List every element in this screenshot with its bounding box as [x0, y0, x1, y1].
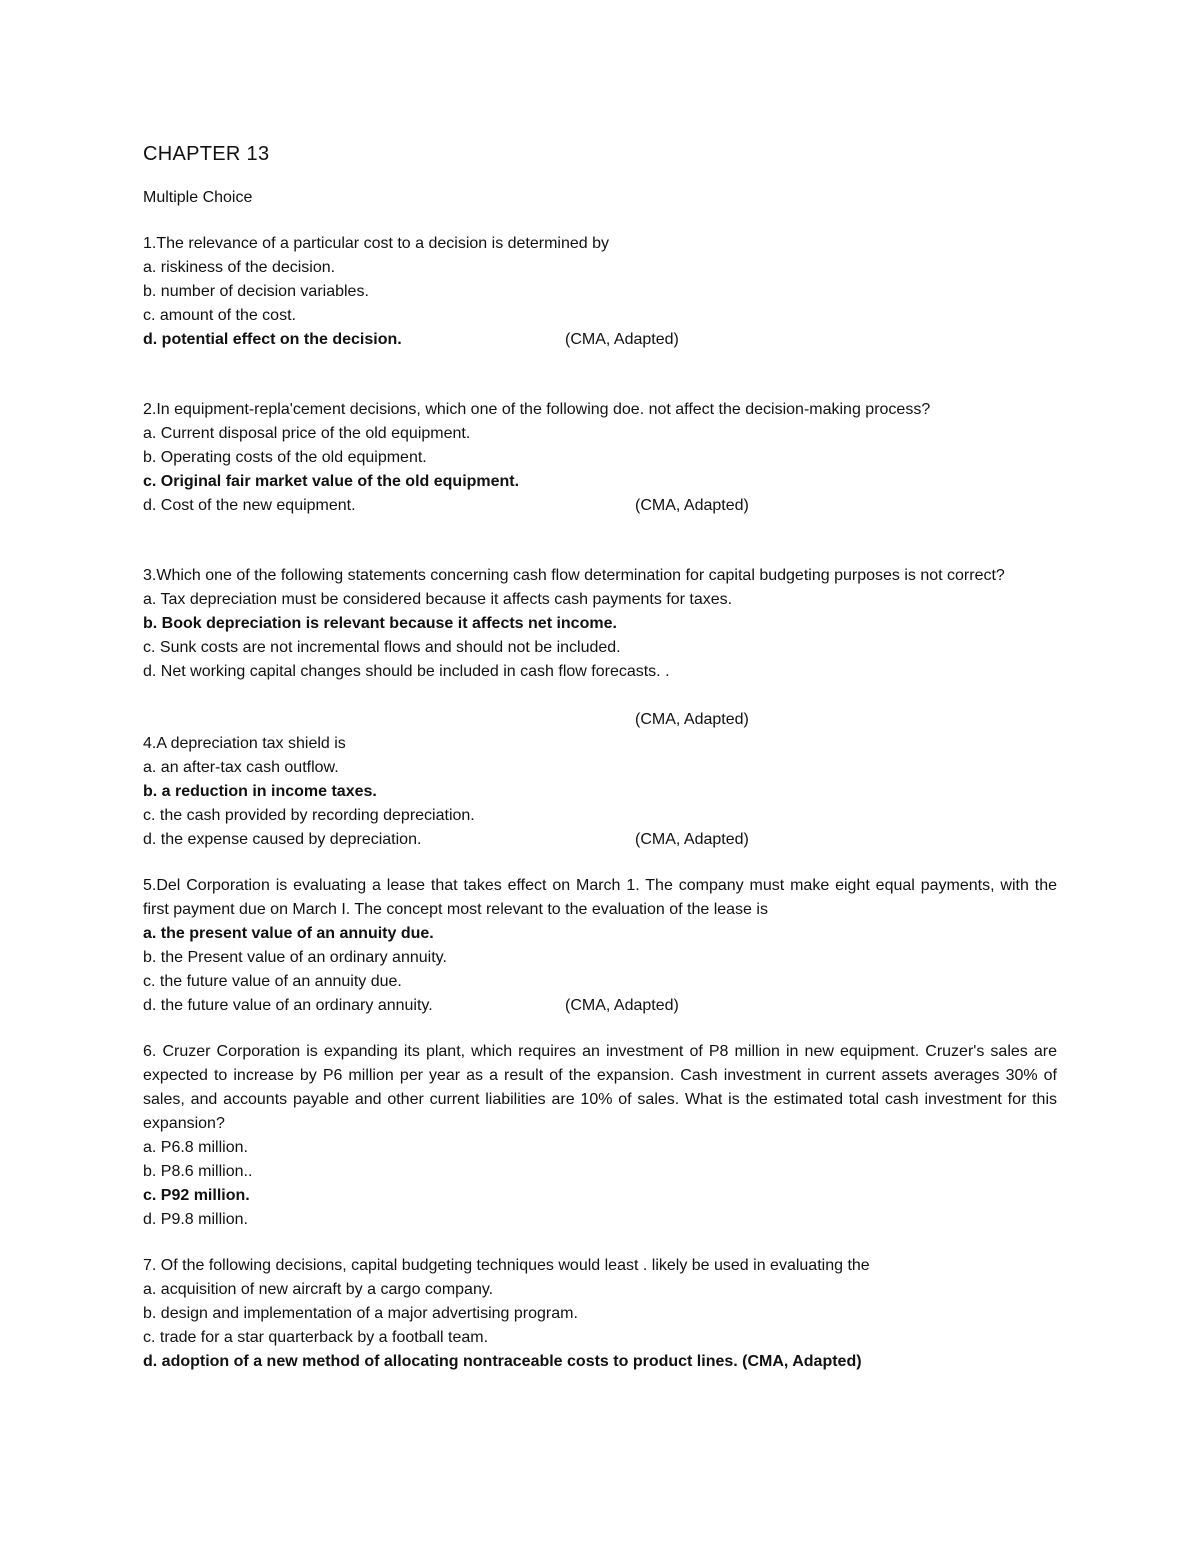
question-stem: 5.Del Corporation is evaluating a lease that takes effect on March 1. The company must make eight equal payments, with the first payment due on March I. The concept most relevant to the evaluation of the lease is: [143, 877, 1057, 918]
option-d: d. the expense caused by depreciation.: [143, 831, 422, 848]
option-d: d. Cost of the new equipment.: [143, 497, 356, 514]
option-c: c. the cash provided by recording depreciation.: [143, 807, 475, 824]
source-note: (CMA, Adapted): [565, 997, 679, 1014]
question-stem: 2.In equipment-repla'cement decisions, which one of the following doe. not affect the decision-making process?: [143, 401, 931, 418]
question-3: [143, 564, 1057, 732]
option-a: a. an after-tax cash outflow.: [143, 759, 339, 776]
question-4: [143, 732, 1057, 852]
section-label: Multiple Choice: [143, 189, 253, 206]
source-note: (CMA, Adapted): [565, 331, 679, 348]
option-b: b. number of decision variables.: [143, 283, 369, 300]
question-stem: 3.Which one of the following statements concerning cash flow determination for capital budgeting purposes is not correct?: [143, 567, 1005, 584]
option-d-row: [143, 494, 1057, 518]
source-note: (CMA, Adapted): [635, 497, 749, 514]
option-d-row: [143, 994, 1057, 1018]
option-a: a. Tax depreciation must be considered because it affects cash payments for taxes.: [143, 591, 733, 608]
option-a: a. riskiness of the decision.: [143, 259, 336, 276]
option-b: b. the Present value of an ordinary annuity.: [143, 949, 447, 966]
question-6: [143, 1040, 1057, 1232]
option-d-correct: d. potential effect on the decision.: [143, 331, 402, 348]
option-c: c. Sunk costs are not incremental flows and should not be included.: [143, 639, 621, 656]
option-c: c. amount of the cost.: [143, 307, 296, 324]
option-c: c. trade for a star quarterback by a football team.: [143, 1329, 489, 1346]
source-note: (CMA, Adapted): [635, 831, 749, 848]
option-a-correct: a. the present value of an annuity due.: [143, 925, 434, 942]
blank-line: [143, 684, 1057, 708]
option-d-row: [143, 328, 1057, 352]
option-c-correct: c. Original fair market value of the old equipment.: [143, 473, 520, 490]
option-a: a. acquisition of new aircraft by a cargo company.: [143, 1281, 494, 1298]
option-c: c. the future value of an annuity due.: [143, 973, 402, 990]
question-5: [143, 874, 1057, 1018]
question-2: [143, 398, 1057, 518]
option-b-correct: b. a reduction in income taxes.: [143, 783, 377, 800]
document-page: [143, 140, 1057, 1374]
option-d-correct: d. adoption of a new method of allocating nontraceable costs to product lines. (CMA, Adapted): [143, 1353, 862, 1370]
source-note: (CMA, Adapted): [635, 711, 749, 728]
option-a: a. Current disposal price of the old equipment.: [143, 425, 471, 442]
question-1: [143, 232, 1057, 352]
option-d-row: [143, 828, 1057, 852]
chapter-title: CHAPTER 13: [143, 143, 270, 165]
question-stem: 4.A depreciation tax shield is: [143, 735, 346, 752]
option-b-correct: b. Book depreciation is relevant because it affects net income.: [143, 615, 617, 632]
question-7: [143, 1254, 1057, 1374]
option-a: a. P6.8 million.: [143, 1139, 248, 1156]
option-d: d. Net working capital changes should be included in cash flow forecasts. .: [143, 663, 670, 680]
option-c-correct: c. P92 million.: [143, 1187, 250, 1204]
question-stem: 7. Of the following decisions, capital budgeting techniques would least . likely be used in evaluating the: [143, 1257, 870, 1274]
source-row: [143, 708, 1057, 732]
question-stem: 6. Cruzer Corporation is expanding its plant, which requires an investment of P8 million in new equipment. Cruzer's sales are expected to increase by P6 million per year as a result of the expansion. Cash investment in current assets averages 30% of sales, and accounts payable and other current liabilities are 10% of sales. What is the estimated total cash investment for this expansion?: [143, 1043, 1057, 1132]
question-stem: 1.The relevance of a particular cost to a decision is determined by: [143, 235, 610, 252]
option-b: b. design and implementation of a major advertising program.: [143, 1305, 578, 1322]
option-d: d. P9.8 million.: [143, 1211, 248, 1228]
option-d: d. the future value of an ordinary annuity.: [143, 997, 433, 1014]
option-b: b. Operating costs of the old equipment.: [143, 449, 427, 466]
option-b: b. P8.6 million..: [143, 1163, 253, 1180]
